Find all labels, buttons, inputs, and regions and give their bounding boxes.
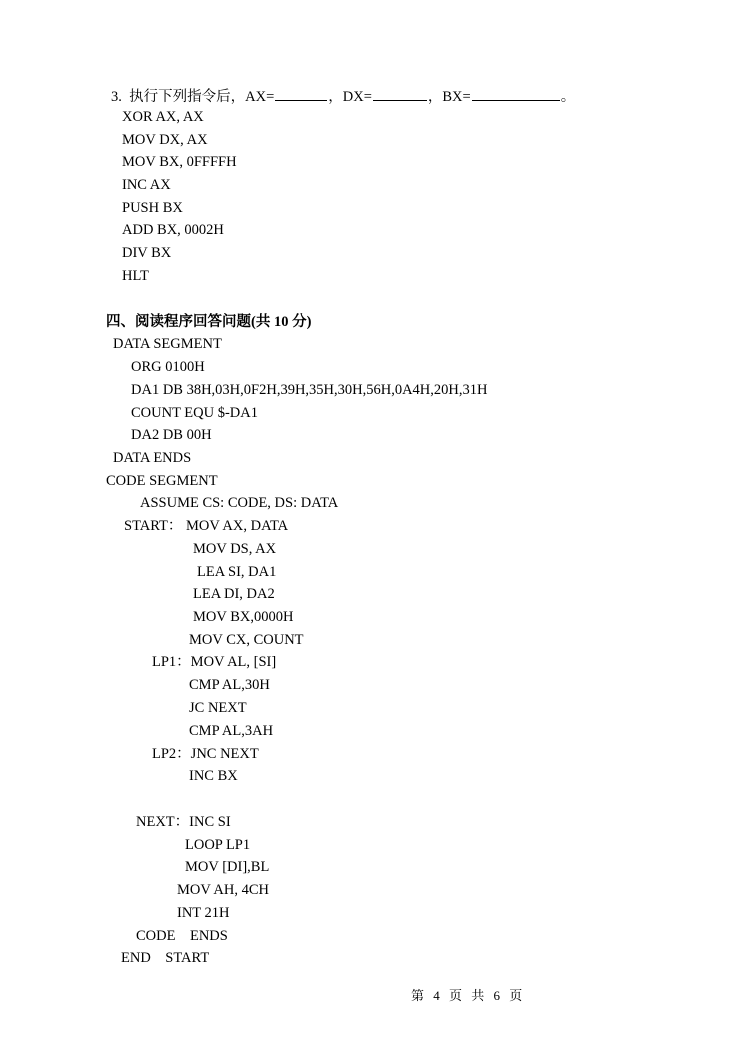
code-line: XOR AX, AX xyxy=(122,109,204,125)
code-line: ADD BX, 0002H xyxy=(122,222,224,238)
program-line: START： MOV AX, DATA xyxy=(124,518,289,534)
page-footer: 第 4 页 共 6 页 xyxy=(411,988,526,1003)
program-line: MOV [DI],BL xyxy=(185,859,270,875)
question-number: 3 xyxy=(111,89,119,105)
dx-answer-blank[interactable] xyxy=(373,86,427,101)
question-end-mark: 。 xyxy=(560,89,576,105)
code-line: MOV DX, AX xyxy=(122,132,208,148)
program-line: END START xyxy=(121,950,210,966)
program-line: LOOP LP1 xyxy=(185,837,251,853)
program-line: DATA SEGMENT xyxy=(113,336,222,352)
program-line: DA2 DB 00H xyxy=(131,427,212,443)
dx-separator: ，DX= xyxy=(328,89,372,105)
program-line: LP2：JNC NEXT xyxy=(152,746,259,762)
program-line: DATA ENDS xyxy=(113,450,192,466)
program-line: INT 21H xyxy=(177,905,230,921)
program-line: DA1 DB 38H,03H,0F2H,39H,35H,30H,56H,0A4H,20H,31H xyxy=(131,382,488,398)
ax-answer-blank[interactable] xyxy=(275,86,327,101)
program-line: JC NEXT xyxy=(189,700,247,716)
program-line: CMP AL,30H xyxy=(189,677,270,693)
program-line: MOV BX,0000H xyxy=(193,609,294,625)
code-line: INC AX xyxy=(122,177,171,193)
program-line: MOV DS, AX xyxy=(193,541,277,557)
program-line: CODE SEGMENT xyxy=(106,473,218,489)
question-number-dot: . xyxy=(118,89,122,105)
question-3-prompt xyxy=(111,86,575,106)
program-line: LP1：MOV AL, [SI] xyxy=(152,654,277,670)
bx-separator: ，BX= xyxy=(427,89,471,105)
code-line: HLT xyxy=(122,268,149,284)
program-line: ASSUME CS: CODE, DS: DATA xyxy=(140,495,339,511)
program-line: MOV AH, 4CH xyxy=(177,882,269,898)
program-line: MOV CX, COUNT xyxy=(189,632,304,648)
program-line: LEA SI, DA1 xyxy=(197,564,277,580)
bx-answer-blank[interactable] xyxy=(472,86,560,101)
program-line: COUNT EQU $-DA1 xyxy=(131,405,259,421)
program-line: CODE ENDS xyxy=(136,928,228,944)
program-line: LEA DI, DA2 xyxy=(193,586,275,602)
code-line: MOV BX, 0FFFFH xyxy=(122,154,237,170)
program-line: NEXT：INC SI xyxy=(136,814,231,830)
program-line: INC BX xyxy=(189,768,238,784)
code-line: PUSH BX xyxy=(122,200,183,216)
program-line: CMP AL,3AH xyxy=(189,723,274,739)
section-4-title: 四、阅读程序回答问题(共 10 分) xyxy=(106,314,312,330)
program-line: ORG 0100H xyxy=(131,359,205,375)
question-text: 执行下列指令后，AX= xyxy=(129,89,275,105)
code-line: DIV BX xyxy=(122,245,172,261)
